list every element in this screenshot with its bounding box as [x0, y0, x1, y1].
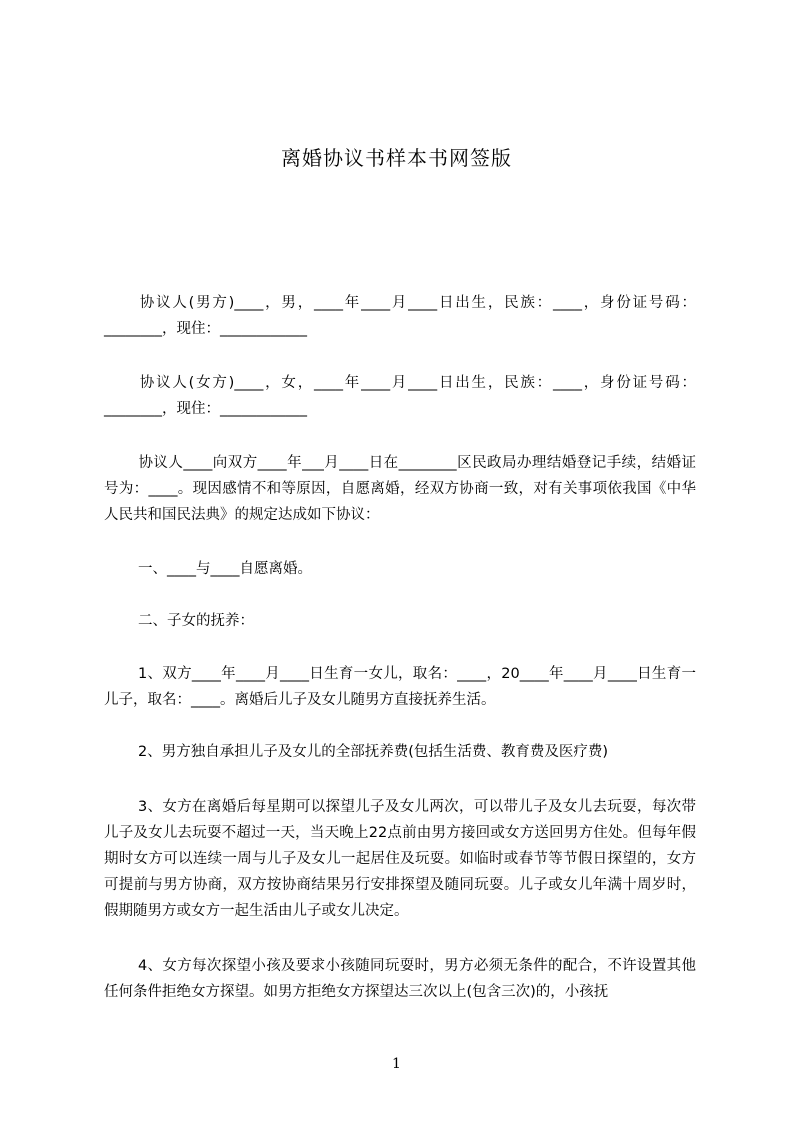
clause-children-heading: 二、子女的抚养： [138, 613, 254, 629]
clause-divorce: 一、____与____自愿离婚。 [138, 561, 312, 577]
clause-children-item-2: 2、男方独自承担儿子及女儿的全部抚养费(包括生活费、教育费及医疗费) [138, 744, 609, 760]
paragraph-male-party: 协议人(男方)____，男，____年____月____日出生，民族：____，身份证号码：________，现住：____________ [104, 295, 696, 337]
page-number: 1 [392, 1056, 401, 1072]
paragraph-marriage-registration: 协议人____向双方____年___月____日在________区民政局办理结婚登记手续，结婚证号为：____。现因感情不和等原因，自愿离婚，经双方协商一致，对有关事项依我国《中华人民共和国民法典》的规定达成如下协议： [104, 455, 696, 523]
paragraph-female-party: 协议人(女方)____，女，____年____月____日出生，民族：____，身份证号码：________，现住：____________ [104, 375, 696, 417]
clause-children-item-4: 4、女方每次探望小孩及要求小孩随同玩耍时，男方必须无条件的配合，不许设置其他任何条件拒绝女方探望。如男方拒绝女方探望达三次以上(包含三次)的，小孩抚 [104, 958, 696, 1000]
document-title: 离婚协议书样本书网签版 [281, 146, 512, 170]
clause-children-item-3: 3、女方在离婚后每星期可以探望儿子及女儿两次，可以带儿子及女儿去玩耍，每次带儿子及女儿去玩耍不超过一天，当天晚上22点前由男方接回或女方送回男方住处。但每年假期时女方可以连续一周与儿子及女儿一起居住及玩耍。如临时或春节等节假日探望的，女方可提前与男方协商，双方按协商结果另行安排探望及随同玩耍。儿子或女儿年满十周岁时，假期随男方或女方一起生活由儿子或女儿决定。 [104, 799, 696, 919]
clause-children-item-1: 1、双方____年____月____日生育一女儿，取名：____，20____年____月____日生育一儿子，取名：____。离婚后儿子及女儿随男方直接抚养生活。 [104, 666, 696, 708]
